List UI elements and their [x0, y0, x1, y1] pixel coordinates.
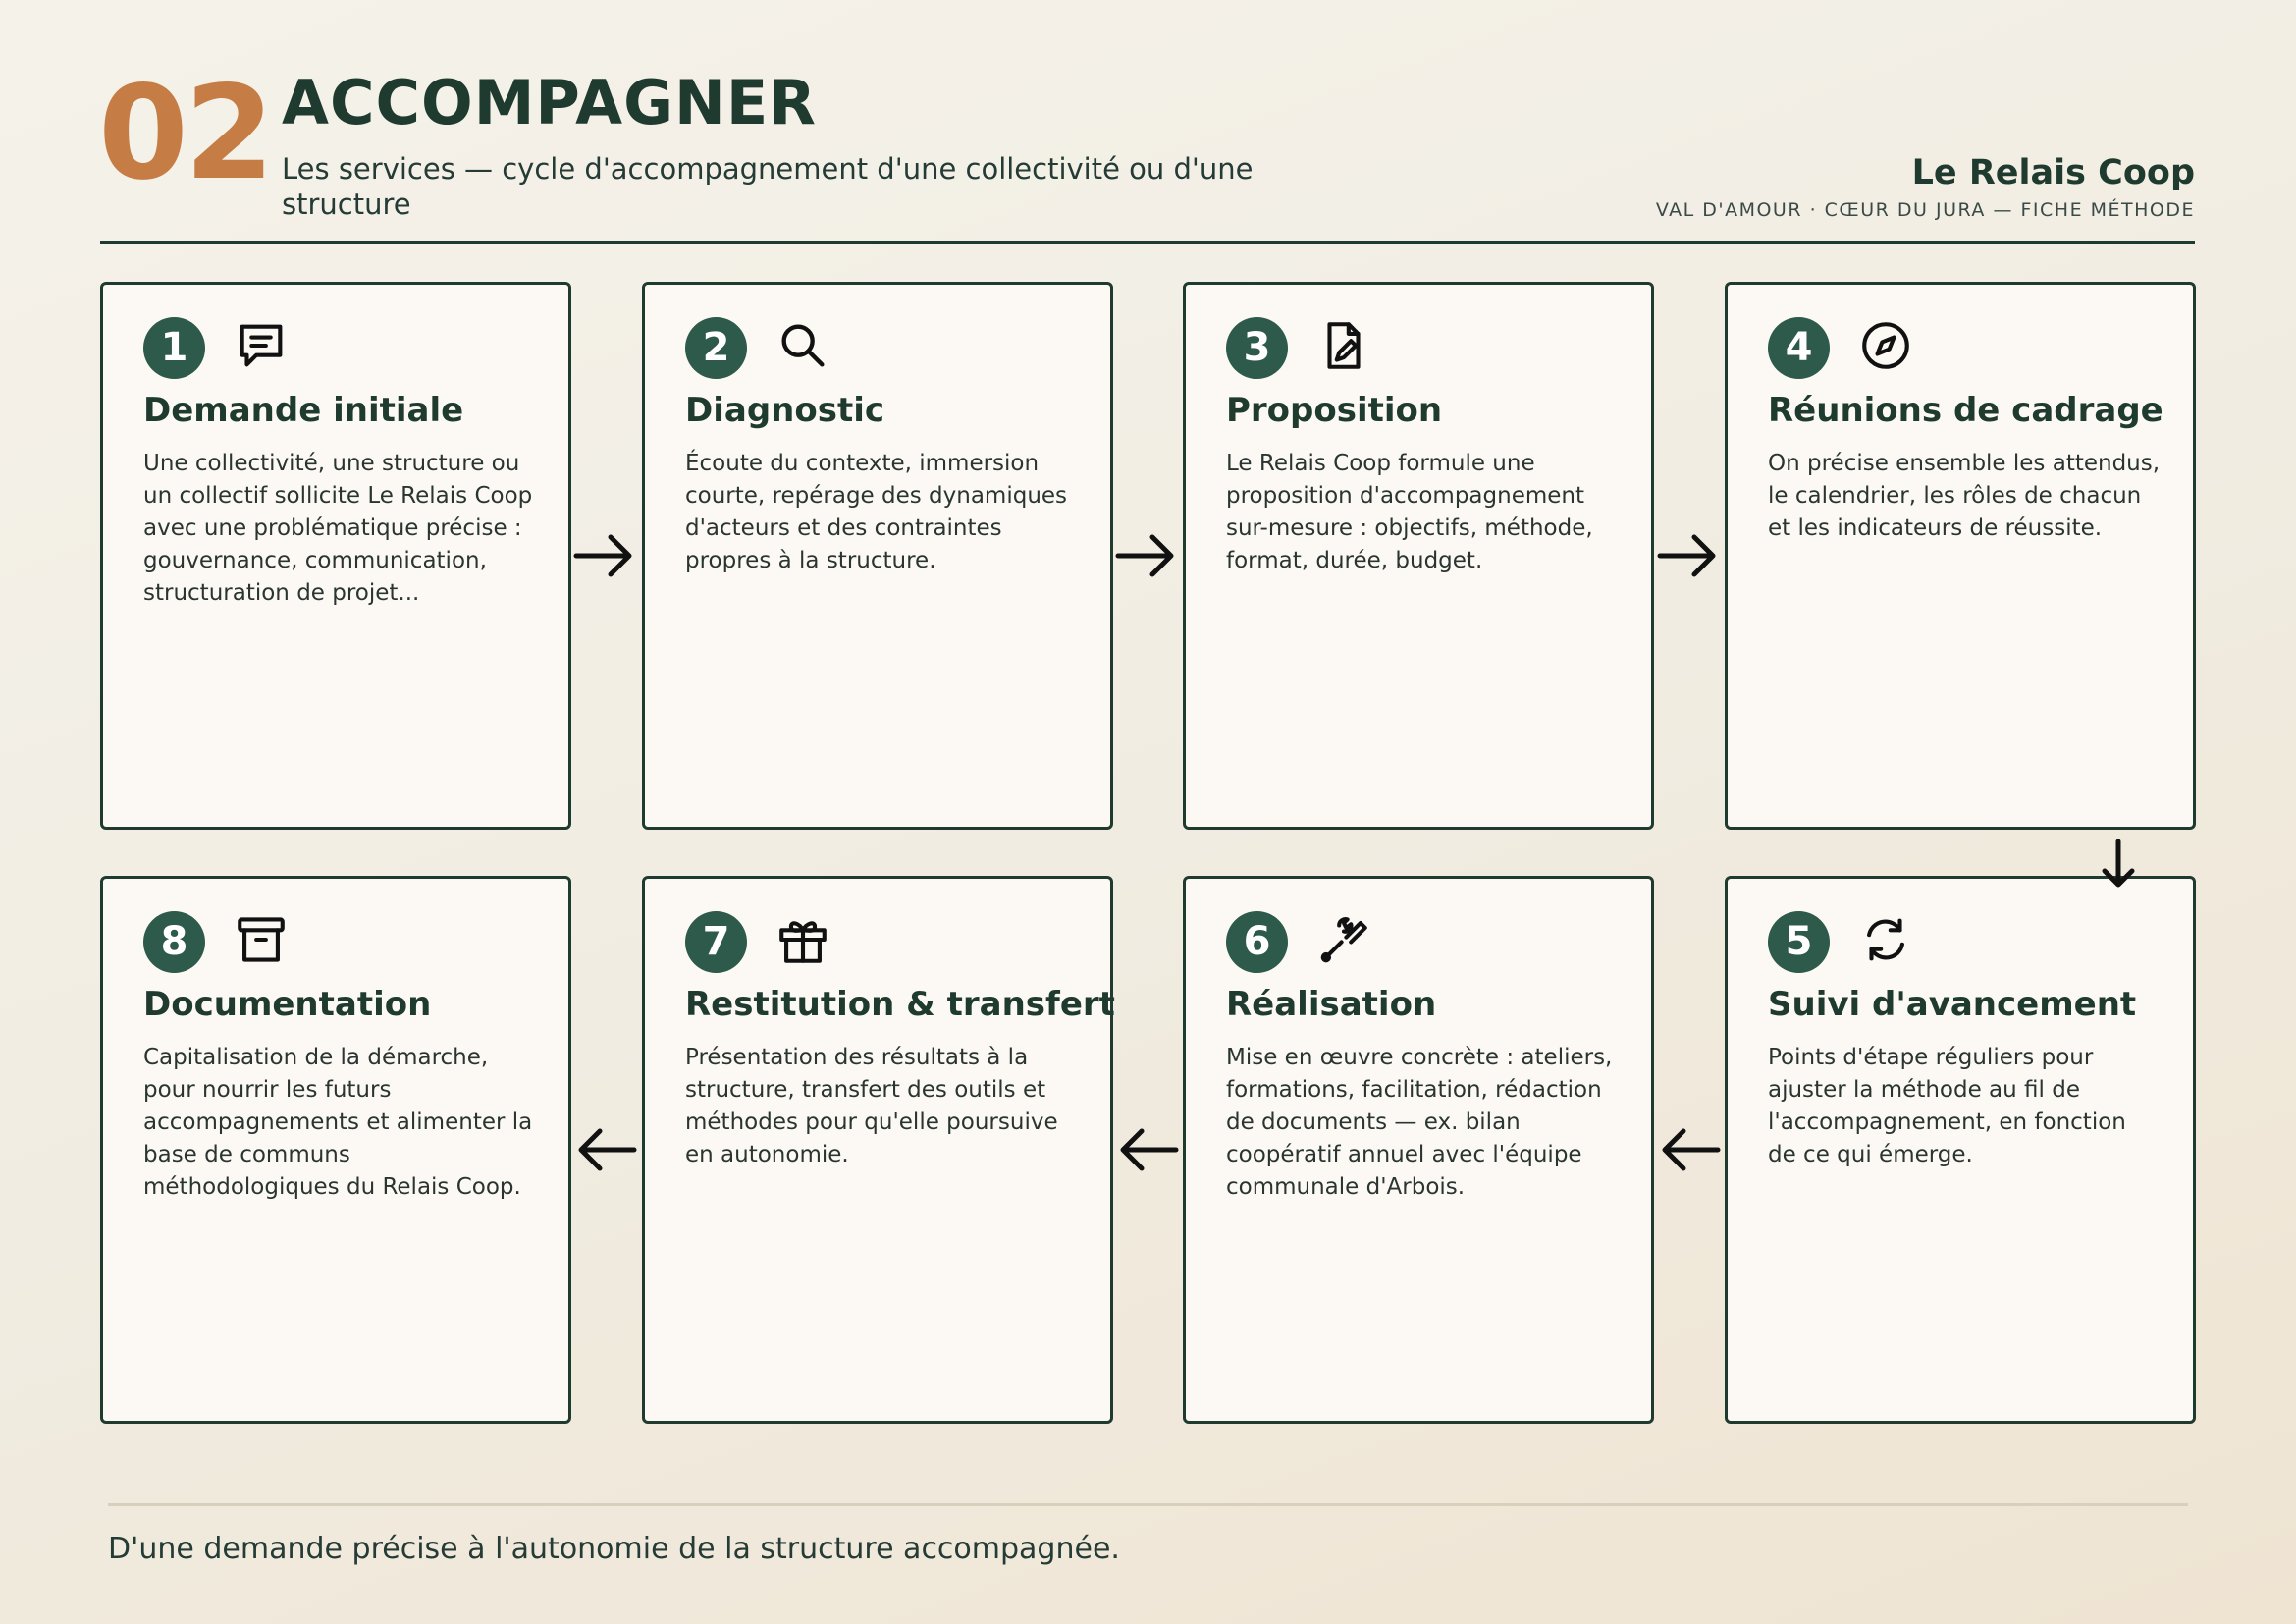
- footer-caption: D'une demande précise à l'autonomie de la structure accompagnée.: [108, 1532, 1120, 1566]
- brand-tagline: VAL D'AMOUR · CŒUR DU JURA — FICHE MÉTHODE: [1655, 199, 2195, 221]
- step-description: Mise en œuvre concrète : ateliers, formations, facilitation, rédaction de documents — ex. bilan coopératif annuel avec l'équipe communale d'Arbois.: [1226, 1045, 1613, 1200]
- flow-arrow-right-icon: [1113, 526, 1178, 585]
- page-title: ACCOMPAGNER: [282, 67, 817, 138]
- flow-arrow-left-icon: [574, 1120, 639, 1179]
- flow-arrow-down-icon: [2096, 838, 2141, 893]
- archive-icon: [233, 911, 290, 968]
- step-number-badge: 7: [685, 911, 747, 973]
- step-description: Présentation des résultats à la structure, transfert des outils et méthodes pour qu'elle poursuive en autonomie.: [685, 1045, 1058, 1167]
- step-title: Suivi d'avancement: [1768, 985, 2137, 1024]
- step-description: Le Relais Coop formule une proposition d'accompagnement sur-mesure : objectifs, méthode, format, durée, budget.: [1226, 451, 1593, 573]
- step-description: Écoute du contexte, immersion courte, repérage des dynamiques d'acteurs et des contraintes propres à la structure.: [685, 451, 1068, 573]
- step-card-6: [1183, 876, 1654, 1424]
- flow-arrow-left-icon: [1658, 1120, 1723, 1179]
- step-card-3: [1183, 282, 1654, 830]
- step-description: Une collectivité, une structure ou un collectif sollicite Le Relais Coop avec une problématique précise : gouvernance, communication, structuration de projet...: [143, 451, 533, 606]
- page-subtitle: Les services — cycle d'accompagnement d'une collectivité ou d'une structure: [282, 152, 1254, 221]
- step-title: Diagnostic: [685, 391, 885, 430]
- chat-icon: [233, 317, 290, 374]
- footer-divider: [108, 1503, 2188, 1506]
- step-number-badge: 5: [1768, 911, 1830, 973]
- brand-name: Le Relais Coop: [1911, 153, 2195, 192]
- step-number-badge: 6: [1226, 911, 1288, 973]
- refresh-icon: [1857, 911, 1914, 968]
- flow-arrow-right-icon: [571, 526, 636, 585]
- step-title: Restitution & transfert: [685, 985, 1115, 1024]
- header-divider: [100, 241, 2195, 244]
- step-description: Points d'étape réguliers pour ajuster la méthode au fil de l'accompagnement, en fonction de ce qui émerge.: [1768, 1045, 2126, 1167]
- step-card-7: [642, 876, 1113, 1424]
- search-icon: [774, 317, 831, 374]
- compass-icon: [1857, 317, 1914, 374]
- flow-arrow-left-icon: [1116, 1120, 1181, 1179]
- step-title: Documentation: [143, 985, 432, 1024]
- step-title: Demande initiale: [143, 391, 464, 430]
- document-edit-icon: [1315, 317, 1372, 374]
- step-card-8: [100, 876, 571, 1424]
- step-number-badge: 1: [143, 317, 205, 379]
- step-title: Proposition: [1226, 391, 1443, 430]
- flow-arrow-right-icon: [1655, 526, 1720, 585]
- step-description: On précise ensemble les attendus, le calendrier, les rôles de chacun et les indicateurs de réussite.: [1768, 451, 2161, 541]
- step-card-1: [100, 282, 571, 830]
- tools-icon: [1315, 911, 1372, 968]
- step-card-2: [642, 282, 1113, 830]
- step-number-badge: 4: [1768, 317, 1830, 379]
- gift-icon: [774, 911, 831, 968]
- step-title: Réalisation: [1226, 985, 1437, 1024]
- step-number-badge: 8: [143, 911, 205, 973]
- section-number: 02: [98, 58, 271, 209]
- step-card-4: [1725, 282, 2196, 830]
- step-title: Réunions de cadrage: [1768, 391, 2163, 430]
- step-number-badge: 2: [685, 317, 747, 379]
- step-description: Capitalisation de la démarche, pour nourrir les futurs accompagnements et alimenter la base de communs méthodologiques du Relais Coop.: [143, 1045, 533, 1200]
- step-number-badge: 3: [1226, 317, 1288, 379]
- step-card-5: [1725, 876, 2196, 1424]
